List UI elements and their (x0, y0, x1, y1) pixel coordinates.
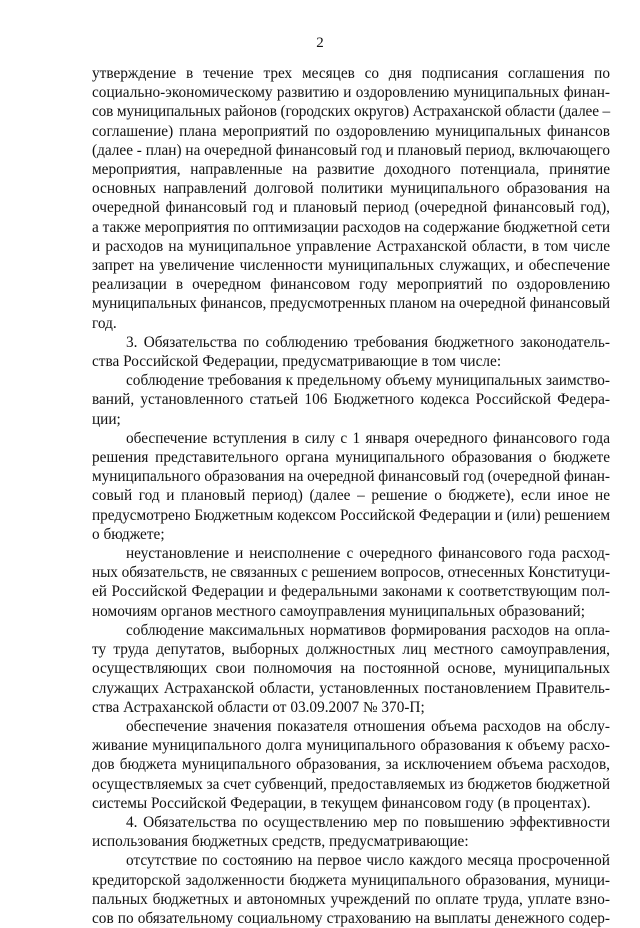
text-line: 4. Обязательства по осуществлению мер по повышению эффективности (126, 813, 610, 831)
paragraph-overdue-payables (92, 851, 610, 928)
paragraph-salary-norms (92, 621, 610, 717)
text-line: решения представительного органа муниципального образования о бюджете (92, 449, 610, 467)
page-number: 2 (316, 35, 324, 51)
text-line: кредиторской задолженности бюджета муниципального образования, муници- (92, 871, 610, 889)
text-line: обеспечение значения показателя отношения объема расходов на обслу- (126, 717, 610, 735)
paragraph-debt-service-ratio (92, 717, 610, 813)
text-line: а также мероприятия по оптимизации расходов на содержание бюджетной сети (92, 218, 611, 236)
text-line: о бюджете; (92, 525, 165, 543)
text-line: ства Астраханской области от 03.09.2007 № 370-П; (92, 698, 425, 716)
text-line: муниципальных финансов, предусмотренных планом на очередной финансовый (92, 295, 611, 313)
text-line: ных обязательств, не связанных с решением вопросов, отнесенных Конституци- (92, 564, 611, 582)
text-line: социально-экономическому развитию и оздоровлению муниципальных финан- (92, 84, 610, 102)
text-line: сов муниципальных районов (городских округов) Астраханской области (далее – (92, 103, 611, 121)
text-line: живание муниципального долга муниципального образования к объему расхо- (92, 737, 610, 755)
text-line: неустановление и неисполнение с очередного финансового года расход- (126, 545, 610, 563)
text-line: запрет на увеличение численности муниципальных служащих, и обеспечение (92, 257, 610, 275)
text-line: предусмотрено Бюджетным кодексом Российской Федерации и (или) решением (92, 506, 611, 524)
text-line: ства Российской Федерации, предусматривающие в том числе: (92, 353, 502, 371)
text-line: ции; (92, 410, 121, 428)
text-line: и расходов на муниципальное управление Астраханской области, в том числе (92, 237, 610, 255)
text-line: очередной финансовый год и плановый период (очередной финансовый год), (92, 199, 610, 217)
paragraph-budget-decision (92, 429, 610, 544)
text-line: служащих Астраханской области, установленных постановлением Правитель- (92, 679, 610, 697)
text-line: 3. Обязательства по соблюдению требования бюджетного законодатель- (126, 333, 610, 351)
text-line: утверждение в течение трех месяцев со дня подписания соглашения по (92, 65, 610, 82)
text-line: использования бюджетных средств, предусматривающие: (92, 833, 469, 851)
text-line: год. (92, 314, 117, 332)
text-line: соглашение) плана мероприятий по оздоровлению муниципальных финансов (92, 122, 610, 140)
text-line: пальных бюджетных и автономных учреждений по оплате труда, уплате взно- (92, 890, 610, 908)
text-line: соблюдение максимальных нормативов формирования расходов на опла- (126, 621, 610, 639)
text-line: муниципального образования на очередной финансовый год (очередной финан- (92, 468, 610, 486)
text-line: осуществляемых за счет субвенций, предоставляемых из бюджетов бюджетной (92, 775, 611, 793)
paragraph-item-3 (92, 333, 610, 371)
text-line: основных направлений долговой политики муниципального образования на (92, 180, 610, 198)
paragraph-plan-approval (92, 64, 610, 333)
text-line: ваний, установленного статьей 106 Бюджетного кодекса Российской Федера- (92, 391, 610, 409)
paragraph-item-4 (92, 813, 610, 851)
text-line: отсутствие по состоянию на первое число каждого месяца просроченной (126, 852, 610, 870)
text-line: обеспечение вступления в силу с 1 января очередного финансового года (126, 429, 610, 447)
text-line: номочиям органов местного самоуправления муниципальных образований; (92, 602, 585, 620)
text-line: реализации в очередном финансовом году мероприятий по оздоровлению (92, 276, 610, 294)
text-line: дов бюджета муниципального образования, за исключением объема расходов, (92, 756, 610, 774)
text-line: сов по обязательному социальному страхованию на выплаты денежного содер- (92, 909, 610, 927)
text-line: мероприятия, направленные на развитие доходного потенциала, принятие (92, 161, 610, 179)
paragraph-borrowing-limit (92, 371, 610, 429)
text-line: системы Российской Федерации, в текущем финансовом году (в процентах). (92, 794, 591, 812)
text-line: осуществляющих свои полномочия на постоянной основе, муниципальных (92, 660, 610, 678)
text-line: соблюдение требования к предельному объему муниципальных заимство- (126, 372, 610, 390)
text-line: ту труда депутатов, выборных должностных лиц местного самоуправления, (92, 641, 610, 659)
text-line: совый год и плановый период) (далее – решение о бюджете), если иное не (92, 487, 610, 505)
document-body (92, 64, 610, 928)
text-line: (далее - план) на очередной финансовый год и плановый период, включающего (92, 141, 610, 159)
paragraph-expenditure-obligations (92, 544, 610, 621)
text-line: ей Российской Федерации и федеральными законами к соответствующим пол- (92, 583, 610, 601)
